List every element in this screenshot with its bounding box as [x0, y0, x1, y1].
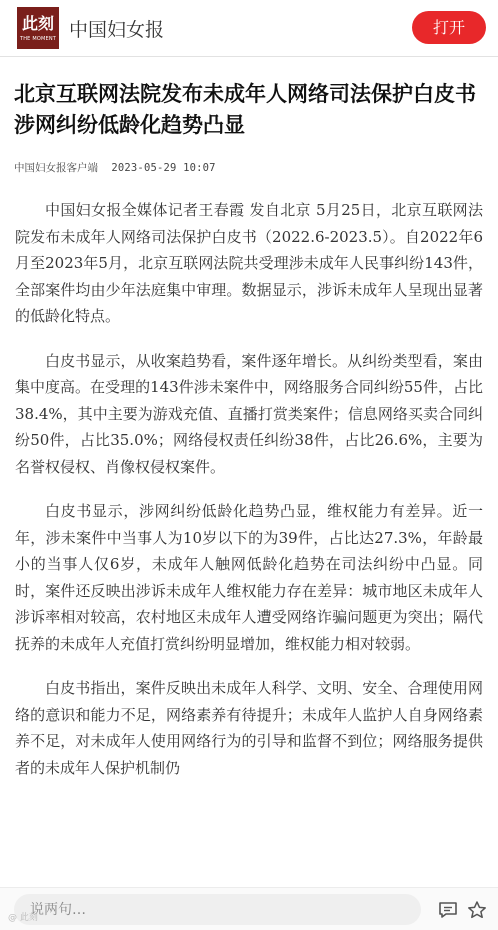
brand-name: 中国妇女报: [69, 19, 165, 41]
article-paragraph: 中国妇女报全媒体记者王春霞 发自北京 5月25日，北京互联网法院发布未成年人网络司法保护白皮书（2022.6-2023.5）。自2022年6月至2023年5月，北京互联网法院共受理涉未成年人民事纠纷143件，全部案件均由少年法庭集中审理。数据显示，涉诉未成年人呈现出显著的低龄化特点。: [15, 201, 483, 325]
logo-subtext: THE MOMENT: [19, 36, 57, 42]
star-icon[interactable]: [466, 900, 488, 920]
comment-input[interactable]: [14, 894, 421, 925]
article-body: [15, 197, 483, 799]
article-paragraph: 白皮书指出，案件反映出未成年人科学、文明、安全、合理使用网络的意识和能力不足，网络素养有待提升；未成年人监护人自身网络素养不足，对未成年人使用网络行为的引导和监督不到位；网络服务提供者的未成年人保护机制仍: [15, 679, 483, 777]
bottom-bar: [0, 887, 498, 930]
watermark: @ 此刻: [8, 913, 38, 923]
article-source: 中国妇女报客户端: [14, 162, 98, 174]
article-datetime: 2023-05-29 10:07: [111, 162, 216, 174]
app-logo[interactable]: [17, 7, 59, 49]
open-app-button[interactable]: 打开: [412, 11, 486, 44]
article-paragraph: 白皮书显示，涉网纠纷低龄化趋势凸显，维权能力有差异。近一年，涉未案件中当事人为10岁以下的为39件，占比达27.3%，年龄最小的当事人仅6岁，未成年人触网低龄化趋势在司法纠纷中凸显。同时，案件还反映出涉诉未成年人维权能力存在差异：城市地区未成年人涉诉率相对较高，农村地区未成年人遭受网络诈骗问题更为突出；隔代抚养的未成年人充值打赏纠纷明显增加，维权能力相对较弱。: [15, 502, 483, 653]
article-meta: [14, 160, 216, 175]
comment-icon[interactable]: [437, 900, 459, 920]
logo-text: 此刻: [21, 14, 54, 33]
article-title: 北京互联网法院发布未成年人网络司法保护白皮书 涉网纠纷低龄化趋势凸显: [14, 81, 476, 137]
top-bar: [0, 0, 498, 57]
article-paragraph: 白皮书显示，从收案趋势看，案件逐年增长。从纠纷类型看，案由集中度高。在受理的143件涉未案件中，网络服务合同纠纷55件，占比38.4%，其中主要为游戏充值、直播打赏类案件；信息网络买卖合同纠纷50件，占比35.0%；网络侵权责任纠纷38件，占比26.6%，主要为名誉权侵权、肖像权侵权案件。: [15, 351, 483, 476]
